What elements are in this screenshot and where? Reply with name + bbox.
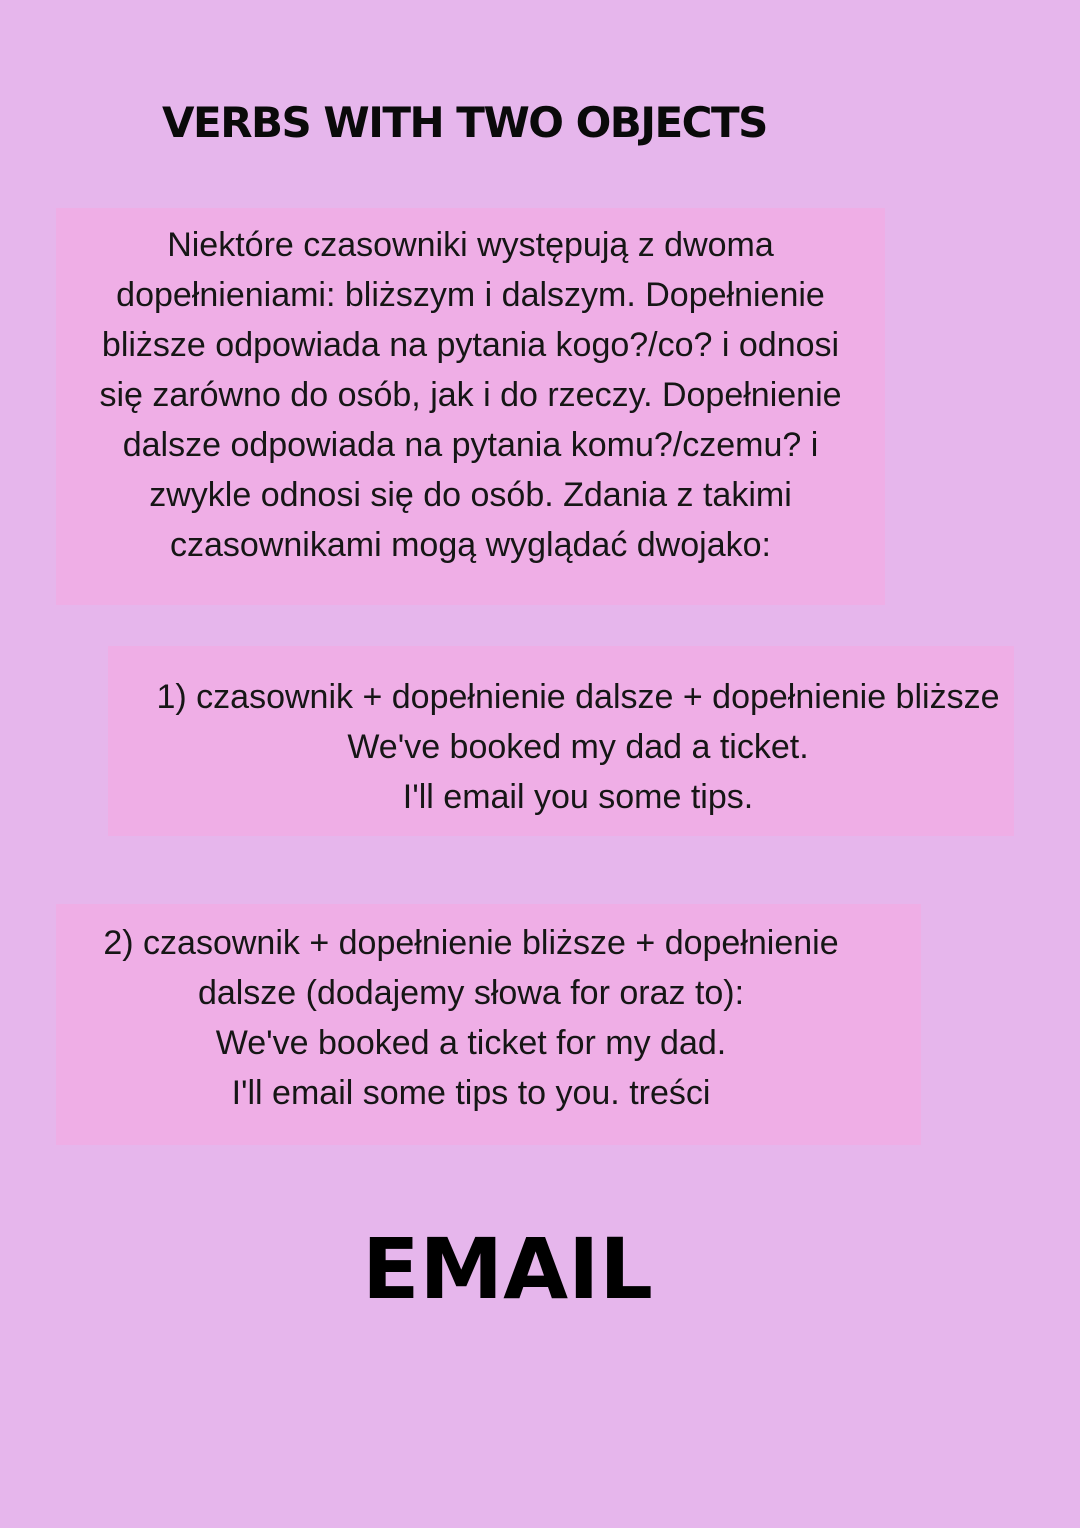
intro-line: zwykle odnosi się do osób. Zdania z takimi — [149, 476, 792, 514]
intro-line: Niektóre czasowniki występują z dwoma — [167, 226, 774, 264]
intro-line: się zarówno do osób, jak i do rzeczy. Dopełnienie — [99, 376, 842, 414]
pattern1-block — [108, 672, 1048, 822]
pattern2-rule: 2) czasownik + dopełnienie bliższe + dopełnienie — [103, 924, 839, 962]
pattern2-rule: dalsze (dodajemy słowa for oraz to): — [197, 974, 745, 1012]
intro-line: dopełnieniami: bliższym i dalszym. Dopełnienie — [116, 276, 825, 314]
pattern2-block — [56, 918, 886, 1118]
intro-line: czasownikami mogą wyglądać dwojako: — [170, 526, 771, 564]
pattern2-example: We've booked a ticket for my dad. — [215, 1024, 727, 1062]
email-heading: EMAIL — [362, 1220, 653, 1318]
pattern1-example: We've booked my dad a ticket. — [347, 728, 809, 766]
intro-line: dalsze odpowiada na pytania komu?/czemu? i — [122, 426, 819, 464]
pattern2-example: I'll email some tips to you. treści — [231, 1074, 711, 1112]
pattern1-example: I'll email you some tips. — [402, 778, 754, 816]
page-title: VERBS WITH TWO OBJECTS — [162, 98, 767, 147]
intro-line: bliższe odpowiada na pytania kogo?/co? i odnosi — [101, 326, 840, 364]
pattern1-rule: 1) czasownik + dopełnienie dalsze + dopełnienie bliższe — [156, 678, 1000, 716]
intro-paragraph — [56, 220, 885, 570]
